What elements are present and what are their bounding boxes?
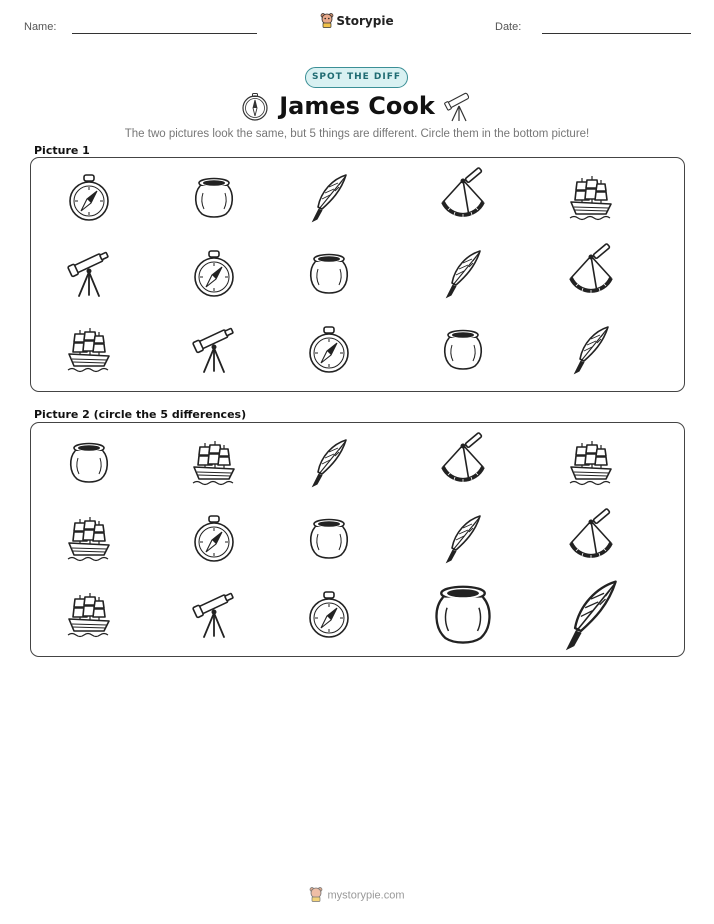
footer — [0, 886, 714, 905]
pot-icon[interactable] — [294, 504, 364, 574]
quill-icon[interactable] — [428, 504, 498, 574]
date-field[interactable] — [542, 33, 691, 34]
storypie-logo-icon — [320, 12, 334, 31]
quill-icon[interactable] — [428, 239, 498, 309]
sextant-icon[interactable] — [428, 163, 498, 233]
sextant-icon[interactable] — [556, 239, 626, 309]
quill-icon[interactable] — [556, 315, 626, 385]
compass-icon[interactable] — [179, 504, 249, 574]
ship-icon[interactable] — [54, 580, 124, 650]
brand-name: Storypie — [336, 14, 394, 28]
ship-icon[interactable] — [54, 315, 124, 385]
spot-the-diff-badge: SPOT THE DIFF — [305, 67, 408, 88]
name-label: Name: — [24, 21, 57, 33]
ship-icon[interactable] — [556, 428, 626, 498]
date-label: Date: — [495, 21, 522, 33]
picture-1-label: Picture 1 — [34, 144, 90, 157]
quill-icon[interactable] — [294, 428, 364, 498]
telescope-icon — [444, 90, 474, 127]
instructions: The two pictures look the same, but 5 things are different. Circle them in the bottom picture! — [124, 128, 590, 140]
compass-icon[interactable] — [179, 239, 249, 309]
compass-icon[interactable] — [294, 580, 364, 650]
picture-2-panel — [30, 422, 685, 657]
quill-icon[interactable] — [294, 163, 364, 233]
ship-icon[interactable] — [556, 163, 626, 233]
brand — [0, 12, 714, 31]
pot-icon[interactable] — [428, 580, 498, 650]
quill-icon[interactable] — [556, 580, 626, 650]
pot-icon[interactable] — [179, 163, 249, 233]
telescope-icon[interactable] — [179, 580, 249, 650]
compass-icon[interactable] — [294, 315, 364, 385]
ship-icon[interactable] — [54, 504, 124, 574]
storypie-logo-icon — [309, 886, 323, 905]
footer-url: mystorypie.com — [327, 889, 405, 902]
sextant-icon[interactable] — [428, 428, 498, 498]
page-title: James Cook — [279, 92, 435, 120]
picture-1-panel — [30, 157, 685, 392]
ship-icon[interactable] — [179, 428, 249, 498]
compass-icon[interactable] — [54, 163, 124, 233]
telescope-icon[interactable] — [54, 239, 124, 309]
pot-icon[interactable] — [294, 239, 364, 309]
pot-icon[interactable] — [54, 428, 124, 498]
sextant-icon[interactable] — [556, 504, 626, 574]
pot-icon[interactable] — [428, 315, 498, 385]
name-field[interactable] — [72, 33, 257, 34]
telescope-icon[interactable] — [179, 315, 249, 385]
picture-2-label: Picture 2 (circle the 5 differences) — [34, 408, 247, 421]
